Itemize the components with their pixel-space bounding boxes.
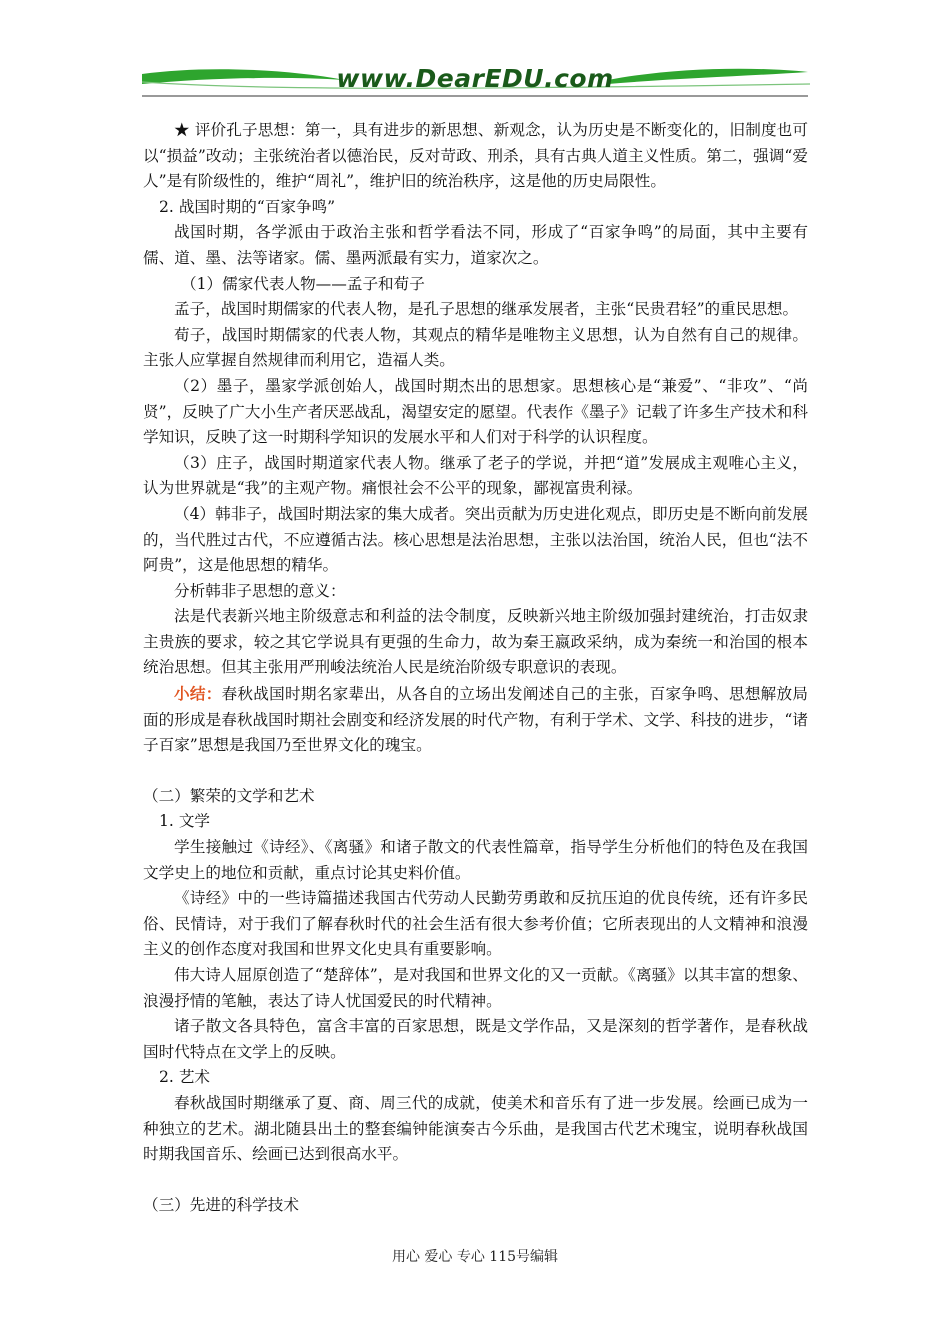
paragraph: 分析韩非子思想的意义： — [174, 581, 346, 600]
summary-text: 春秋战国时期名家辈出，从各自的立场出发阐述自己的主张，百家争鸣、思想解放局面的形成是春秋战国时期社会剧变和经济发展的时代产物，有利于学术、文学、科技的进步，“诸子百家”思想是我国乃至世界文化的瑰宝。 — [143, 685, 808, 755]
paragraph: 法是代表新兴地主阶级意志和利益的法令制度，反映新兴地主阶级加强封建统治，打击奴隶主贵族的要求，较之其它学说具有更强的生命力，故为秦王嬴政采纳，成为秦统一和治国的根本统治思想。但其主张用严刑峻法统治人民是统治阶级专职意识的表现。 — [143, 607, 808, 677]
page-footer: 用心 爱心 专心 115号编辑 — [391, 1249, 559, 1265]
paragraph: 孟子，战国时期儒家的代表人物，是孔子思想的继承发展者，主张“民贵君轻”的重民思想。 — [174, 300, 799, 319]
paragraph: 伟大诗人屈原创造了“楚辞体”，是对我国和世界文化的又一贡献。《离骚》以其丰富的想象、浪漫抒情的笔触，表达了诗人忧国爱民的时代精神。 — [143, 966, 808, 1010]
paragraph: 《诗经》中的一些诗篇描述我国古代劳动人民勤劳勇敢和反抗压迫的优良传统，还有许多民俗、民情诗，对于我们了解春秋时代的社会生活有很大参考价值；它所表现出的人文精神和浪漫主义的创作态度对我国和世界文化史具有重要影响。 — [143, 889, 808, 959]
section-heading: （二）繁荣的文学和艺术 — [143, 786, 315, 805]
summary-paragraph — [143, 681, 808, 759]
paragraph: 学生接触过《诗经》、《离骚》和诸子散文的代表性篇章，指导学生分析他们的特色及在我国文学史上的地位和贡献，重点讨论其史料价值。 — [143, 838, 808, 882]
site-logo: www.DearEDU.com — [336, 64, 614, 93]
section-heading: （三）先进的科学技术 — [143, 1195, 299, 1214]
subsection-heading: （1）儒家代表人物——孟子和荀子 — [181, 274, 425, 293]
summary-label: 小结： — [174, 684, 222, 704]
paragraph: （2）墨子，墨家学派创始人，战国时期杰出的思想家。思想核心是“兼爱”、“非攻”、“尚贤”，反映了广大小生产者厌恶战乱，渴望安定的愿望。代表作《墨子》记载了许多生产技术和科学知识，反映了这一时期科学知识的发展水平和人们对于科学的认识程度。 — [143, 376, 808, 447]
paragraph: 战国时期，各学派由于政治主张和哲学看法不同，形成了“百家争鸣”的局面，其中主要有儒、道、墨、法等诸家。儒、墨两派最有实力，道家次之。 — [143, 223, 808, 267]
paragraph: （3）庄子，战国时期道家代表人物。继承了老子的学说，并把“道”发展成主观唯心主义，认为世界就是“我”的主观产物。痛恨社会不公平的现象，鄙视富贵利禄。 — [143, 453, 808, 498]
page-header — [140, 60, 810, 100]
section-heading: 2. 战国时期的“百家争鸣” — [159, 197, 336, 216]
paragraph: 荀子，战国时期儒家的代表人物，其观点的精华是唯物主义思想，认为自然有自己的规律。主张人应掌握自然规律而利用它，造福人类。 — [143, 325, 808, 370]
subsection-heading: 2. 艺术 — [159, 1068, 211, 1087]
document-body — [143, 118, 808, 1218]
paragraph: 诸子散文各具特色，富含丰富的百家思想，既是文学作品，又是深刻的哲学著作，是春秋战国时代特点在文学上的反映。 — [143, 1017, 808, 1061]
paragraph: 春秋战国时期继承了夏、商、周三代的成就，使美术和音乐有了进一步发展。绘画已成为一种独立的艺术。湖北随县出土的整套编钟能演奏古今乐曲，是我国古代艺术瑰宝，说明春秋战国时期我国音乐、绘画已达到很高水平。 — [143, 1093, 808, 1164]
subsection-heading: 1. 文学 — [159, 812, 211, 831]
paragraph: （4）韩非子，战国时期法家的集大成者。突出贡献为历史进化观点，即历史是不断向前发展的，当代胜过古代，不应遵循古法。核心思想是法治思想，主张以法治国，统治人民，但也“法不阿贵”，这是他思想的精华。 — [143, 504, 808, 575]
paragraph: ★ 评价孔子思想：第一，具有进步的新思想、新观念，认为历史是不断变化的，旧制度也可以“损益”改动；主张统治者以德治民，反对苛政、刑杀，具有古典人道主义性质。第二，强调“爱人”是有阶级性的，维护“周礼”，维护旧的统治秩序，这是他的历史局限性。 — [143, 121, 808, 191]
